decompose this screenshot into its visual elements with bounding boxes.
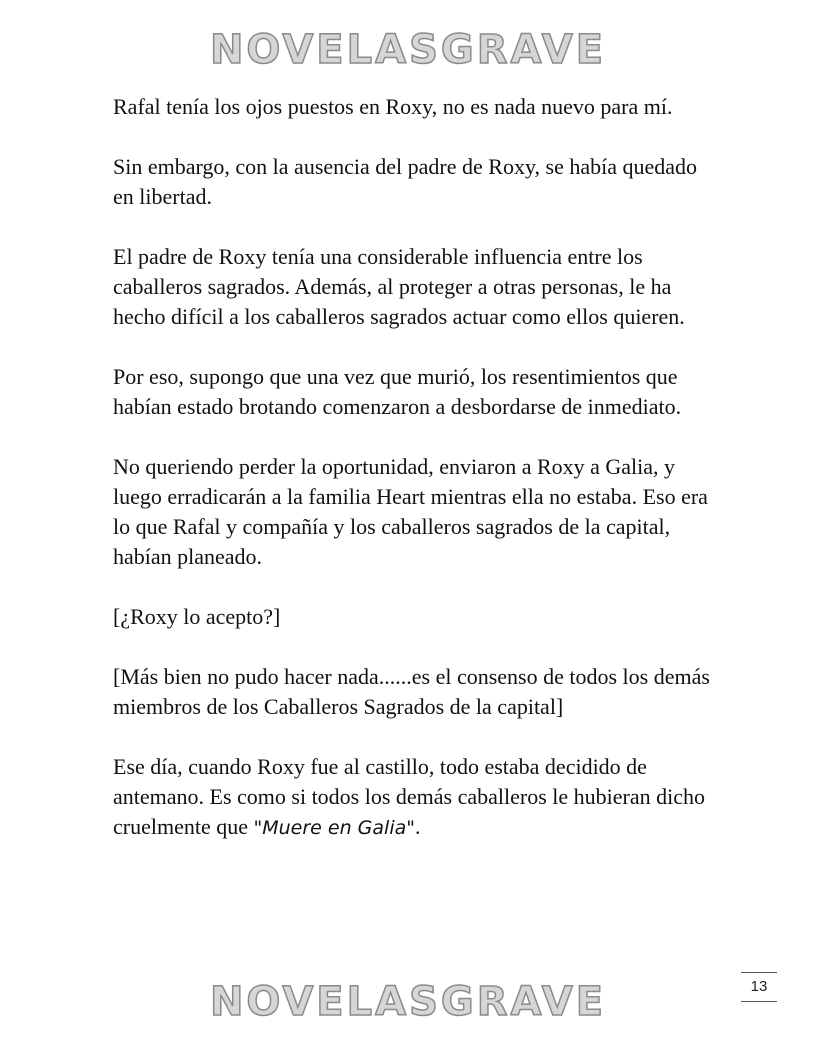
- paragraph-8-text: Ese día, cuando Roxy fue al castillo, todo estaba decidido de antemano. Es como si todos los demás caballeros le hubieran dicho cruelmente que: [113, 754, 706, 839]
- watermark-footer: NOVELASGRAVE: [209, 979, 607, 1025]
- paragraph-1: Rafal tenía los ojos puestos en Roxy, no es nada nuevo para mí.: [113, 94, 673, 119]
- page-body: [113, 92, 713, 873]
- emphasized-quote: "Muere en Galia": [253, 817, 415, 839]
- paragraph-4: Por eso, supongo que una vez que murió, los resentimientos que habían estado brotando comenzaron a desbordarse de inmediato.: [113, 364, 682, 419]
- paragraph-5: No queriendo perder la oportunidad, enviaron a Roxy a Galia, y luego erradicarán a la familia Heart mientras ella no estaba. Eso era lo que Rafal y compañía y los caballeros sagrados de la capital, habían planeado.: [113, 454, 708, 569]
- paragraph-8: [113, 752, 713, 843]
- paragraph-2: Sin embargo, con la ausencia del padre de Roxy, se había quedado en libertad.: [113, 154, 698, 209]
- paragraph-7: [Más bien no pudo hacer nada......es el consenso de todos los demás miembros de los Caballeros Sagrados de la capital]: [113, 664, 710, 719]
- paragraph-6: [¿Roxy lo acepto?]: [113, 604, 281, 629]
- paragraph-3: El padre de Roxy tenía una considerable influencia entre los caballeros sagrados. Además, al proteger a otras personas, le ha hecho difícil a los caballeros sagrados actuar como ellos quieren.: [113, 244, 685, 329]
- page-number: 13: [741, 972, 777, 1002]
- paragraph-8-end: .: [414, 814, 421, 839]
- watermark-header: NOVELASGRAVE: [209, 27, 607, 73]
